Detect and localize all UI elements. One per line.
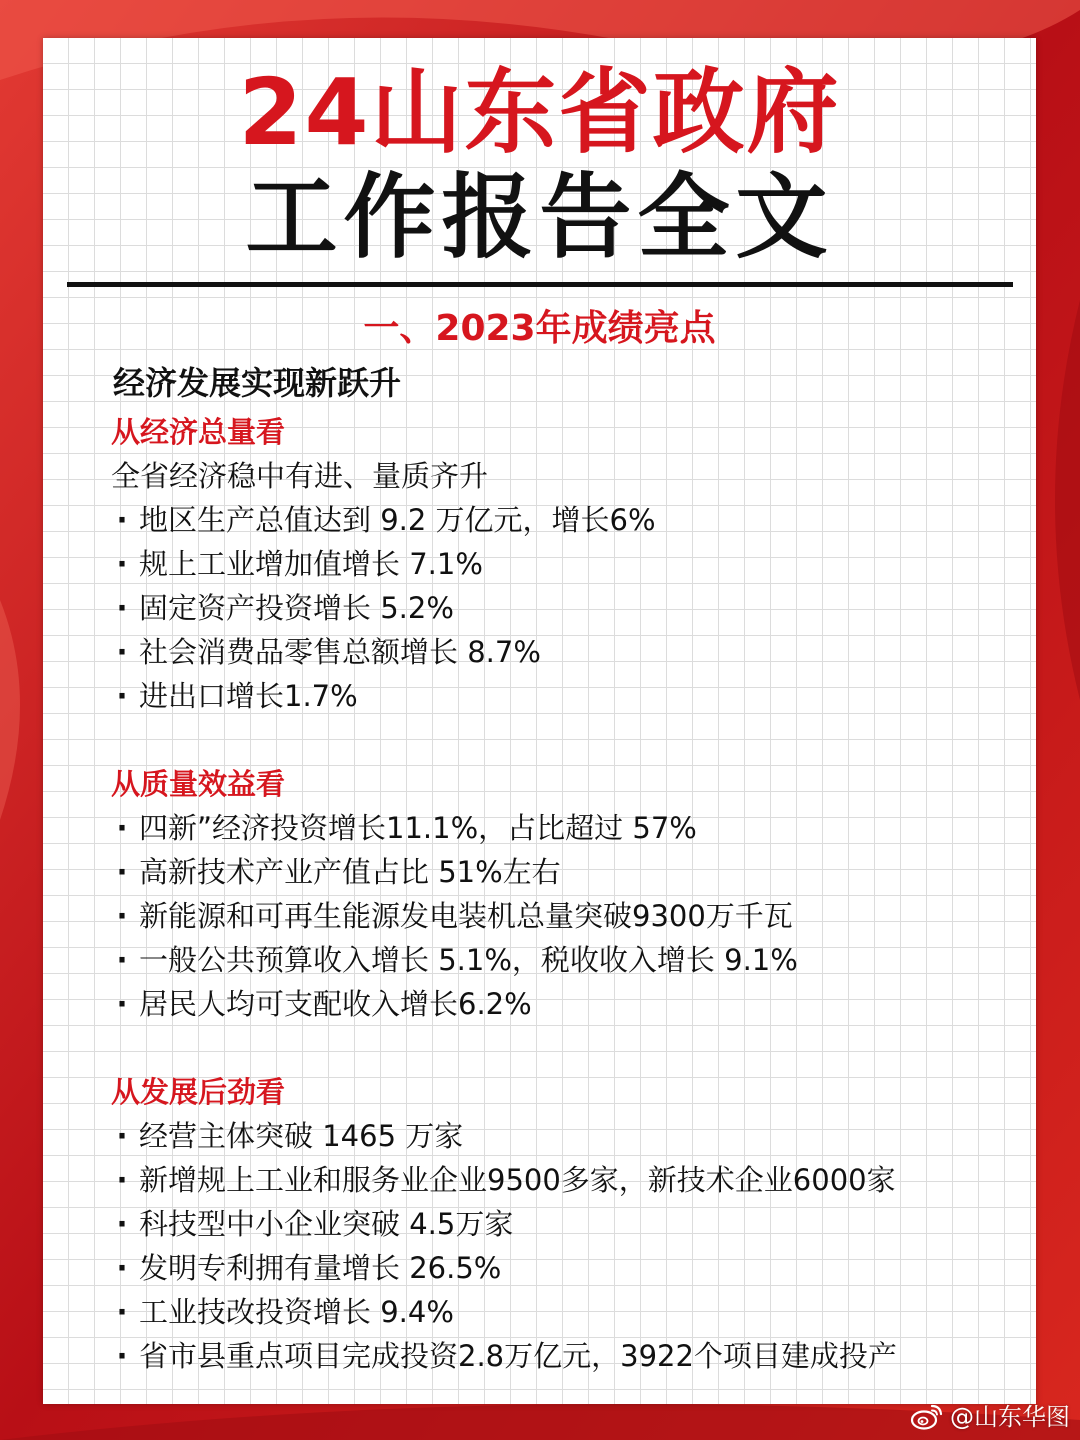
list-item: · 经营主体突破 1465 万家: [111, 1114, 1011, 1158]
list-item: · 高新技术产业产值占比 51%左右: [111, 850, 1011, 894]
list-item: · 工业技改投资增长 9.4%: [111, 1290, 1011, 1334]
list-item: · 固定资产投资增长 5.2%: [111, 586, 1011, 630]
list-item: · 规上工业增加值增长 7.1%: [111, 542, 1011, 586]
section-heading: 一、2023年成绩亮点: [363, 308, 716, 349]
list-item: · 四新”经济投资增长11.1%，占比超过 57%: [111, 806, 1011, 850]
title-line-2: 工作报告全文: [245, 164, 834, 271]
weibo-watermark: [910, 1402, 1070, 1432]
list-item: · 进出口增长1.7%: [111, 674, 1011, 718]
list-item: · 发明专利拥有量增长 26.5%: [111, 1246, 1011, 1290]
list-item: · 省市县重点项目完成投资2.8万亿元，3922个项目建成投产: [111, 1334, 1011, 1378]
group-quality-benefit: [111, 762, 1011, 1026]
list-item: · 地区生产总值达到 9.2 万亿元，增长6%: [111, 498, 1011, 542]
title-divider: [67, 282, 1013, 287]
group-intro: 全省经济稳中有进、量质齐升: [111, 459, 489, 493]
title-line-1: 24山东省政府: [238, 59, 841, 166]
list-item: · 居民人均可支配收入增长6.2%: [111, 982, 1011, 1026]
group-development-momentum: [111, 1070, 1011, 1378]
watermark-text: @山东华图: [950, 1403, 1070, 1431]
group-title: 从发展后劲看: [111, 1075, 286, 1109]
list-item: · 社会消费品零售总额增长 8.7%: [111, 630, 1011, 674]
group-title: 从经济总量看: [111, 415, 286, 449]
list-item: · 新增规上工业和服务业企业9500多家，新技术企业6000家: [111, 1158, 1011, 1202]
group-economic-volume: [111, 410, 1011, 718]
subtitle: 经济发展实现新跃升: [113, 364, 402, 402]
weibo-icon: [910, 1403, 944, 1431]
list-item: · 科技型中小企业突破 4.5万家: [111, 1202, 1011, 1246]
list-item: · 一般公共预算收入增长 5.1%，税收收入增长 9.1%: [111, 938, 1011, 982]
group-title: 从质量效益看: [111, 767, 286, 801]
grid-paper-card: [43, 38, 1036, 1404]
list-item: · 新能源和可再生能源发电装机总量突破9300万千瓦: [111, 894, 1011, 938]
